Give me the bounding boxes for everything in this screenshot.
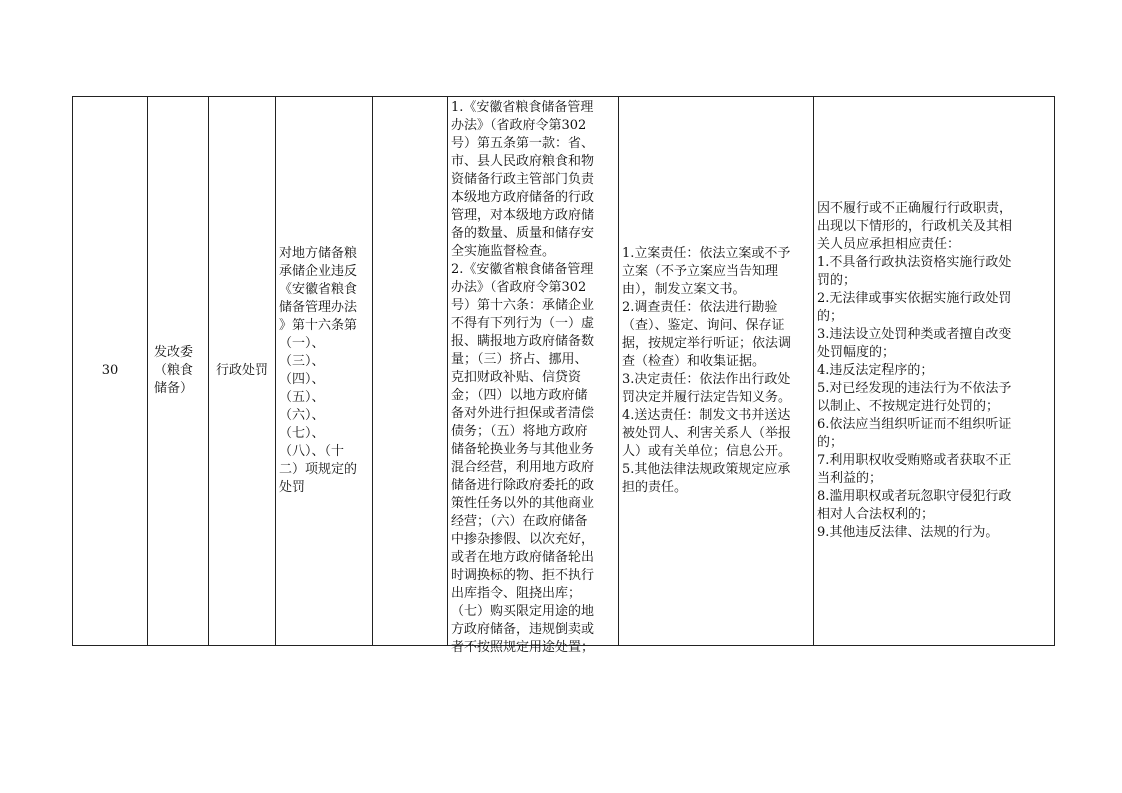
legal-basis-line: 中掺杂掺假、以次充好，	[451, 532, 595, 547]
legal-basis-line: 市、县人民政府粮食和物	[451, 154, 595, 169]
legal-basis-line: 号）第五条第一款：省、	[451, 136, 595, 151]
liability-line: 的；	[817, 309, 844, 324]
liability-line: 1.不具备行政执法资格实施行政处	[817, 255, 1012, 270]
table-row	[73, 97, 1055, 646]
item-name-line: （一）、	[279, 336, 325, 351]
legal-basis-line: 者不按照规定用途处置；	[451, 640, 595, 655]
legal-basis-text	[448, 97, 618, 655]
responsibility-line: 担的责任。	[622, 480, 688, 495]
responsibility-line: 4.送达责任：制发文书并送达	[622, 408, 791, 423]
legal-basis-line: 策性任务以外的其他商业	[451, 496, 595, 511]
responsibility-line: 查（检查）和收集证据。	[622, 354, 766, 369]
legal-basis-line: 债务；（五）将地方政府	[451, 424, 588, 439]
responsibility-line: 由），制发立案文书。	[622, 282, 746, 297]
legal-basis-line: 克扣财政补贴、信贷资	[451, 370, 582, 385]
legal-basis-line: 1.《安徽省粮食储备管理	[451, 100, 594, 115]
legal-basis-line: （七）购买限定用途的地	[451, 604, 595, 619]
liability-line: 关人员应承担相应责任：	[817, 237, 961, 252]
item-name-line: （四）、	[279, 372, 325, 387]
legal-basis-line: 管理，对本级地方政府储	[451, 208, 595, 223]
legal-basis-line: 量；（三）挤占、挪用、	[451, 352, 588, 367]
legal-basis-line: 混合经营，利用地方政府	[451, 460, 595, 475]
legal-basis-line: 或者在地方政府储备轮出	[451, 550, 595, 565]
liability-line: 罚的；	[817, 273, 857, 288]
legal-basis-line: 资储备行政主管部门负责	[451, 172, 595, 187]
responsibility-line: 2.调查责任：依法进行勘验	[622, 300, 778, 315]
responsibility-cell	[619, 97, 814, 646]
liability-line: 8.滥用职权或者玩忽职守侵犯行政	[817, 489, 1012, 504]
item-name-line: （六）、	[279, 408, 325, 423]
item-name-line: 《安徽省粮食	[279, 282, 358, 297]
liability-line: 7.利用职权收受贿赂或者获取不正	[817, 453, 1012, 468]
legal-basis-line: 不得有下列行为（一）虚	[451, 316, 595, 331]
legal-basis-line: 储备进行除政府委托的政	[451, 478, 595, 493]
item-name-cell	[276, 97, 373, 646]
responsibility-line: 罚决定并履行法定告知义务。	[622, 390, 792, 405]
responsibility-line: 人）或有关单位；信息公开。	[622, 444, 792, 459]
legal-basis-line: 金；（四）以地方政府储	[451, 388, 588, 403]
item-name-line: 处罚	[279, 480, 306, 495]
code-cell	[373, 97, 448, 646]
liability-line: 的；	[817, 435, 844, 450]
legal-basis-line: 时调换标的物、拒不执行	[451, 568, 595, 583]
legal-basis-line: 方政府储备，违规倒卖或	[451, 622, 595, 637]
row-number: 30	[101, 363, 119, 378]
item-name-line: 储备管理办法	[279, 300, 358, 315]
action-type: 行政处罚	[215, 363, 268, 378]
department-line: 储备）	[154, 381, 194, 396]
liability-line: 3.违法设立处罚种类或者擅自改变	[817, 327, 1012, 342]
responsibility-line: 立案（不予立案应当告知理	[622, 264, 779, 279]
liability-line: 因不履行或不正确履行行政职责，	[817, 201, 1013, 216]
liability-line: 6.依法应当组织听证而不组织听证	[817, 417, 1012, 432]
liability-line: 4.违反法定程序的；	[817, 363, 934, 378]
item-name-line: （七）、	[279, 426, 325, 441]
liability-text	[814, 200, 1054, 542]
legal-basis-line: 全实施监督检查。	[451, 244, 556, 259]
action-type-cell	[209, 97, 276, 646]
item-name-line: 对地方储备粮	[279, 246, 358, 261]
liability-line: 相对人合法权利的；	[817, 507, 935, 522]
item-name-line: （三）、	[279, 354, 325, 369]
responsibility-line: 3.决定责任：依法作出行政处	[622, 372, 791, 387]
legal-basis-line: 办法》（省政府令第302	[451, 118, 587, 133]
legal-basis-line: 2.《安徽省粮食储备管理	[451, 262, 594, 277]
responsibility-line: （查）、鉴定、询问、保存证	[622, 318, 785, 333]
liability-line: 处罚幅度的；	[817, 345, 896, 360]
legal-basis-line: 号）第十六条：承储企业	[451, 298, 595, 313]
document-page	[72, 96, 1046, 655]
department-line: 发改委	[154, 345, 194, 360]
legal-basis-line: 出库指令、阻挠出库；	[451, 586, 582, 601]
responsibility-line: 据，按规定举行听证；依法调	[622, 336, 792, 351]
item-name-line: 承储企业违反	[279, 264, 358, 279]
responsibility-line: 1.立案责任：依法立案或不予	[622, 246, 791, 261]
responsibility-line: 5.其他法律法规政策规定应承	[622, 462, 791, 477]
power-list-table	[72, 96, 1055, 655]
department-line: （粮食	[154, 363, 194, 378]
liability-line: 2.无法律或事实依据实施行政处罚	[817, 291, 1012, 306]
liability-line: 5.对已经发现的违法行为不依法予	[817, 381, 1012, 396]
legal-basis-line: 备对外进行担保或者清偿	[451, 406, 595, 421]
liability-line: 9.其他违反法律、法规的行为。	[817, 525, 999, 540]
department-cell	[148, 97, 209, 646]
responsibility-text	[619, 245, 813, 497]
legal-basis-line: 办法》（省政府令第302	[451, 280, 587, 295]
legal-basis-line: 备的数量、质量和储存安	[451, 226, 595, 241]
legal-basis-line: 本级地方政府储备的行政	[451, 190, 595, 205]
department-text	[148, 344, 208, 398]
legal-basis-line: 报、瞒报地方政府储备数	[451, 334, 595, 349]
responsibility-line: 被处罚人、利害关系人（举报	[622, 426, 792, 441]
legal-basis-line: 储备轮换业务与其他业务	[451, 442, 595, 457]
item-name-line: 》第十六条第	[279, 318, 358, 333]
item-name-line: （八）、（十	[279, 444, 345, 459]
item-name-line: （五）、	[279, 390, 325, 405]
legal-basis-cell	[448, 97, 619, 655]
liability-cell	[814, 97, 1055, 646]
liability-line: 当利益的；	[817, 471, 883, 486]
liability-line: 以制止、不按规定进行处罚的；	[817, 399, 1000, 414]
liability-line: 出现以下情形的，行政机关及其相	[817, 219, 1013, 234]
legal-basis-line: 经营；（六）在政府储备	[451, 514, 588, 529]
row-number-cell	[73, 97, 148, 646]
item-name-text	[276, 245, 372, 497]
item-name-line: 二）项规定的	[279, 462, 358, 477]
